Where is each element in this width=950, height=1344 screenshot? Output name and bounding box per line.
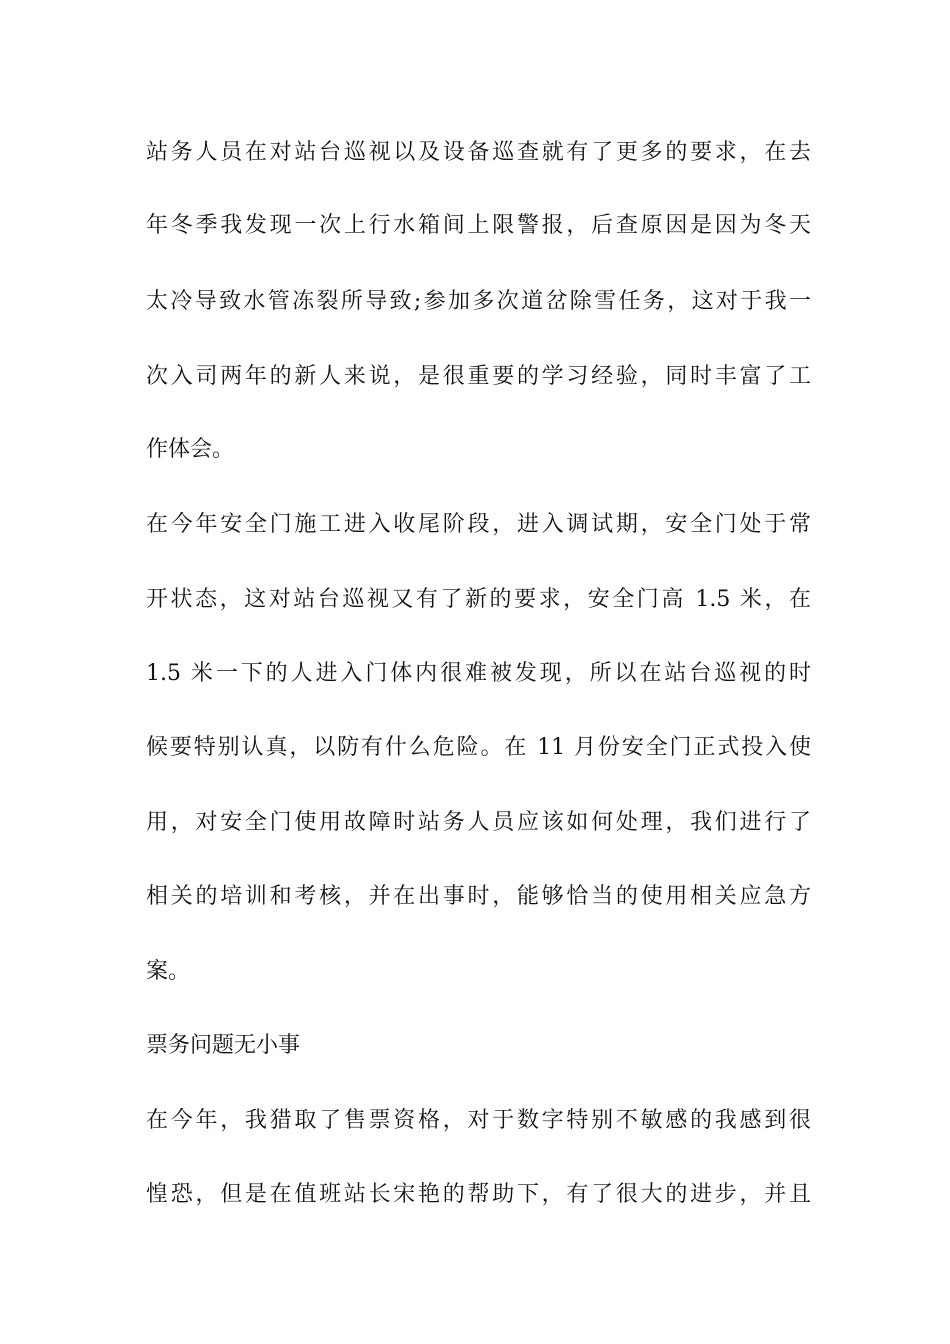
- paragraph-line: 惶恐，但是在值班站长宋艳的帮助下，有了很大的进步，并且: [146, 1182, 811, 1207]
- paragraph-line: 年冬季我发现一次上行水箱间上限警报，后查原因是因为冬天: [146, 213, 811, 238]
- paragraph-line: 用，对安全门使用故障时站务人员应该如何处理，我们进行了: [146, 810, 811, 835]
- paragraph-line: 开状态，这对站台巡视又有了新的要求，安全门高 1.5 米，在: [146, 587, 811, 612]
- section-heading: 票务问题无小事: [146, 1033, 301, 1058]
- paragraph-line: 在今年，我猎取了售票资格，对于数字特别不敏感的我感到很: [146, 1108, 811, 1133]
- paragraph-line: 案。: [146, 959, 191, 984]
- paragraph-line: 站务人员在对站台巡视以及设备巡查就有了更多的要求，在去: [146, 140, 811, 165]
- paragraph-line: 1.5 米一下的人进入门体内很难被发现，所以在站台巡视的时: [146, 661, 811, 686]
- paragraph-line: 次入司两年的新人来说，是很重要的学习经验，同时丰富了工: [146, 364, 811, 389]
- paragraph-line: 候要特别认真，以防有什么危险。在 11 月份安全门正式投入使: [146, 735, 811, 760]
- paragraph-line: 相关的培训和考核，并在出事时，能够恰当的使用相关应急方: [146, 884, 811, 909]
- paragraph-line: 作体会。: [146, 437, 235, 462]
- paragraph-line: 在今年安全门施工进入收尾阶段，进入调试期，安全门处于常: [146, 512, 811, 537]
- paragraph-line: 太冷导致水管冻裂所导致;参加多次道岔除雪任务，这对于我一: [146, 289, 811, 314]
